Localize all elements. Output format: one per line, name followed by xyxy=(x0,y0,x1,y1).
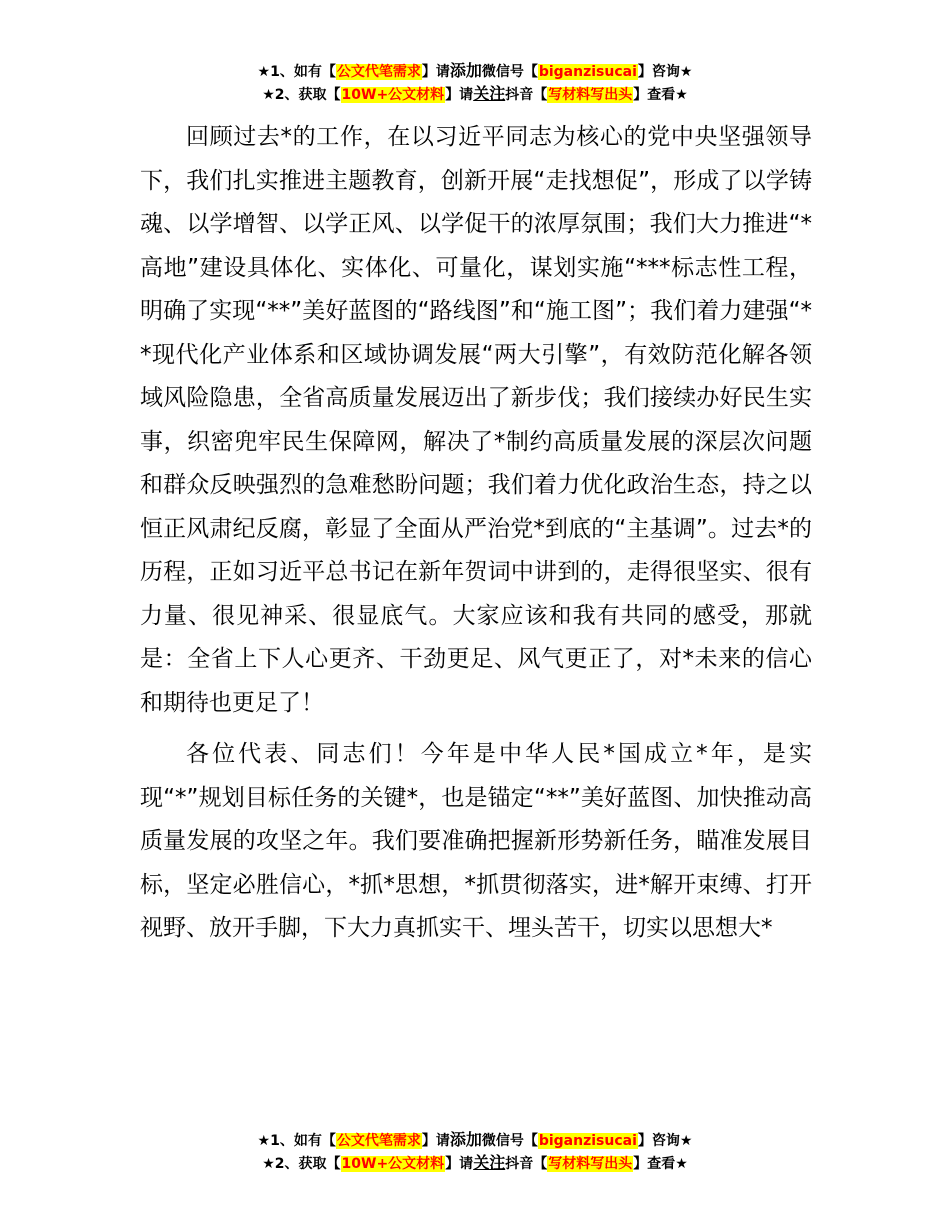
banner-line-1 xyxy=(0,60,950,83)
banner-line2-prefix: ★2、获取【 xyxy=(262,1156,341,1172)
banner-line2-mid: 】请 xyxy=(445,1156,474,1172)
banner-line2-mid2: 抖音【 xyxy=(505,87,548,103)
banner-line1-emph: 添加 xyxy=(449,1130,482,1149)
banner-highlight-douyin-account: 写材料写出头 xyxy=(548,87,633,103)
banner-highlight-materials: 10W+公文材料 xyxy=(341,1156,445,1172)
header-promo-banner xyxy=(0,60,950,106)
body-paragraph-2: 各位代表、同志们！今年是中华人民*国成立*年，是实现“*”规划目标任务的关键*，也是锚定“**”美好蓝图、加快推动高质量发展的攻坚之年。我们要准确把握新形势新任务，瞄准发展目标，坚定必胜信心，*抓*思想，*抓贯彻落实，进*解开束缚、打开视野、放开手脚，下大力真抓实干、埋头苦干，切实以思想大* xyxy=(140,741,812,941)
banner-line1-prefix: ★1、如有【 xyxy=(257,1133,336,1149)
banner-line2-suffix: 】查看★ xyxy=(633,87,688,103)
banner-line2-emph: 关注 xyxy=(473,84,506,103)
banner-line2-mid: 】请 xyxy=(445,87,474,103)
banner-line1-prefix: ★1、如有【 xyxy=(257,64,336,80)
banner-highlight-wechat-id: biganzisucai xyxy=(538,64,637,80)
banner-highlight-ghostwriting: 公文代笔需求 xyxy=(336,64,421,80)
banner-highlight-ghostwriting: 公文代笔需求 xyxy=(336,1133,421,1149)
banner-line2-emph: 关注 xyxy=(473,1153,506,1172)
banner-highlight-materials: 10W+公文材料 xyxy=(341,87,445,103)
banner-line-2 xyxy=(0,83,950,106)
banner-line1-mid2: 微信号【 xyxy=(481,64,538,80)
banner-line2-suffix: 】查看★ xyxy=(633,1156,688,1172)
banner-line1-mid: 】请 xyxy=(421,64,450,80)
banner-line1-suffix: 】咨询★ xyxy=(637,1133,693,1149)
banner-highlight-douyin-account: 写材料写出头 xyxy=(548,1156,633,1172)
banner-line-1 xyxy=(0,1129,950,1152)
document-body xyxy=(140,116,812,951)
banner-line-2 xyxy=(0,1152,950,1175)
banner-highlight-wechat-id: biganzisucai xyxy=(538,1133,637,1149)
banner-line1-mid: 】请 xyxy=(421,1133,450,1149)
banner-line1-mid2: 微信号【 xyxy=(481,1133,538,1149)
banner-line1-suffix: 】咨询★ xyxy=(637,64,693,80)
body-paragraph-1: 回顾过去*的工作，在以习近平同志为核心的党中央坚强领导下，我们扎实推进主题教育，创新开展“走找想促”，形成了以学铸魂、以学增智、以学正风、以学促干的浓厚氛围；我们大力推进“*高地”建设具体化、实体化、可量化，谋划实施“***标志性工程，明确了实现“**”美好蓝图的“路线图”和“施工图”；我们着力建强“**现代化产业体系和区域协调发展“两大引擎”，有效防范化解各领域风险隐患，全省高质量发展迈出了新步伐；我们接续办好民生实事，织密兜牢民生保障网，解决了*制约高质量发展的深层次问题和群众反映强烈的急难愁盼问题；我们着力优化政治生态，持之以恒正风肃纪反腐，彰显了全面从严治党*到底的“主基调”。过去*的历程，正如习近平总书记在新年贺词中讲到的，走得很坚实、很有力量、很见神采、很显底气。大家应该和我有共同的感受，那就是：全省上下人心更齐、干劲更足、风气更正了，对*未来的信心和期待也更足了！ xyxy=(140,124,812,716)
footer-promo-banner xyxy=(0,1129,950,1175)
banner-line2-prefix: ★2、获取【 xyxy=(262,87,341,103)
banner-line1-emph: 添加 xyxy=(449,61,482,80)
banner-line2-mid2: 抖音【 xyxy=(505,1156,548,1172)
